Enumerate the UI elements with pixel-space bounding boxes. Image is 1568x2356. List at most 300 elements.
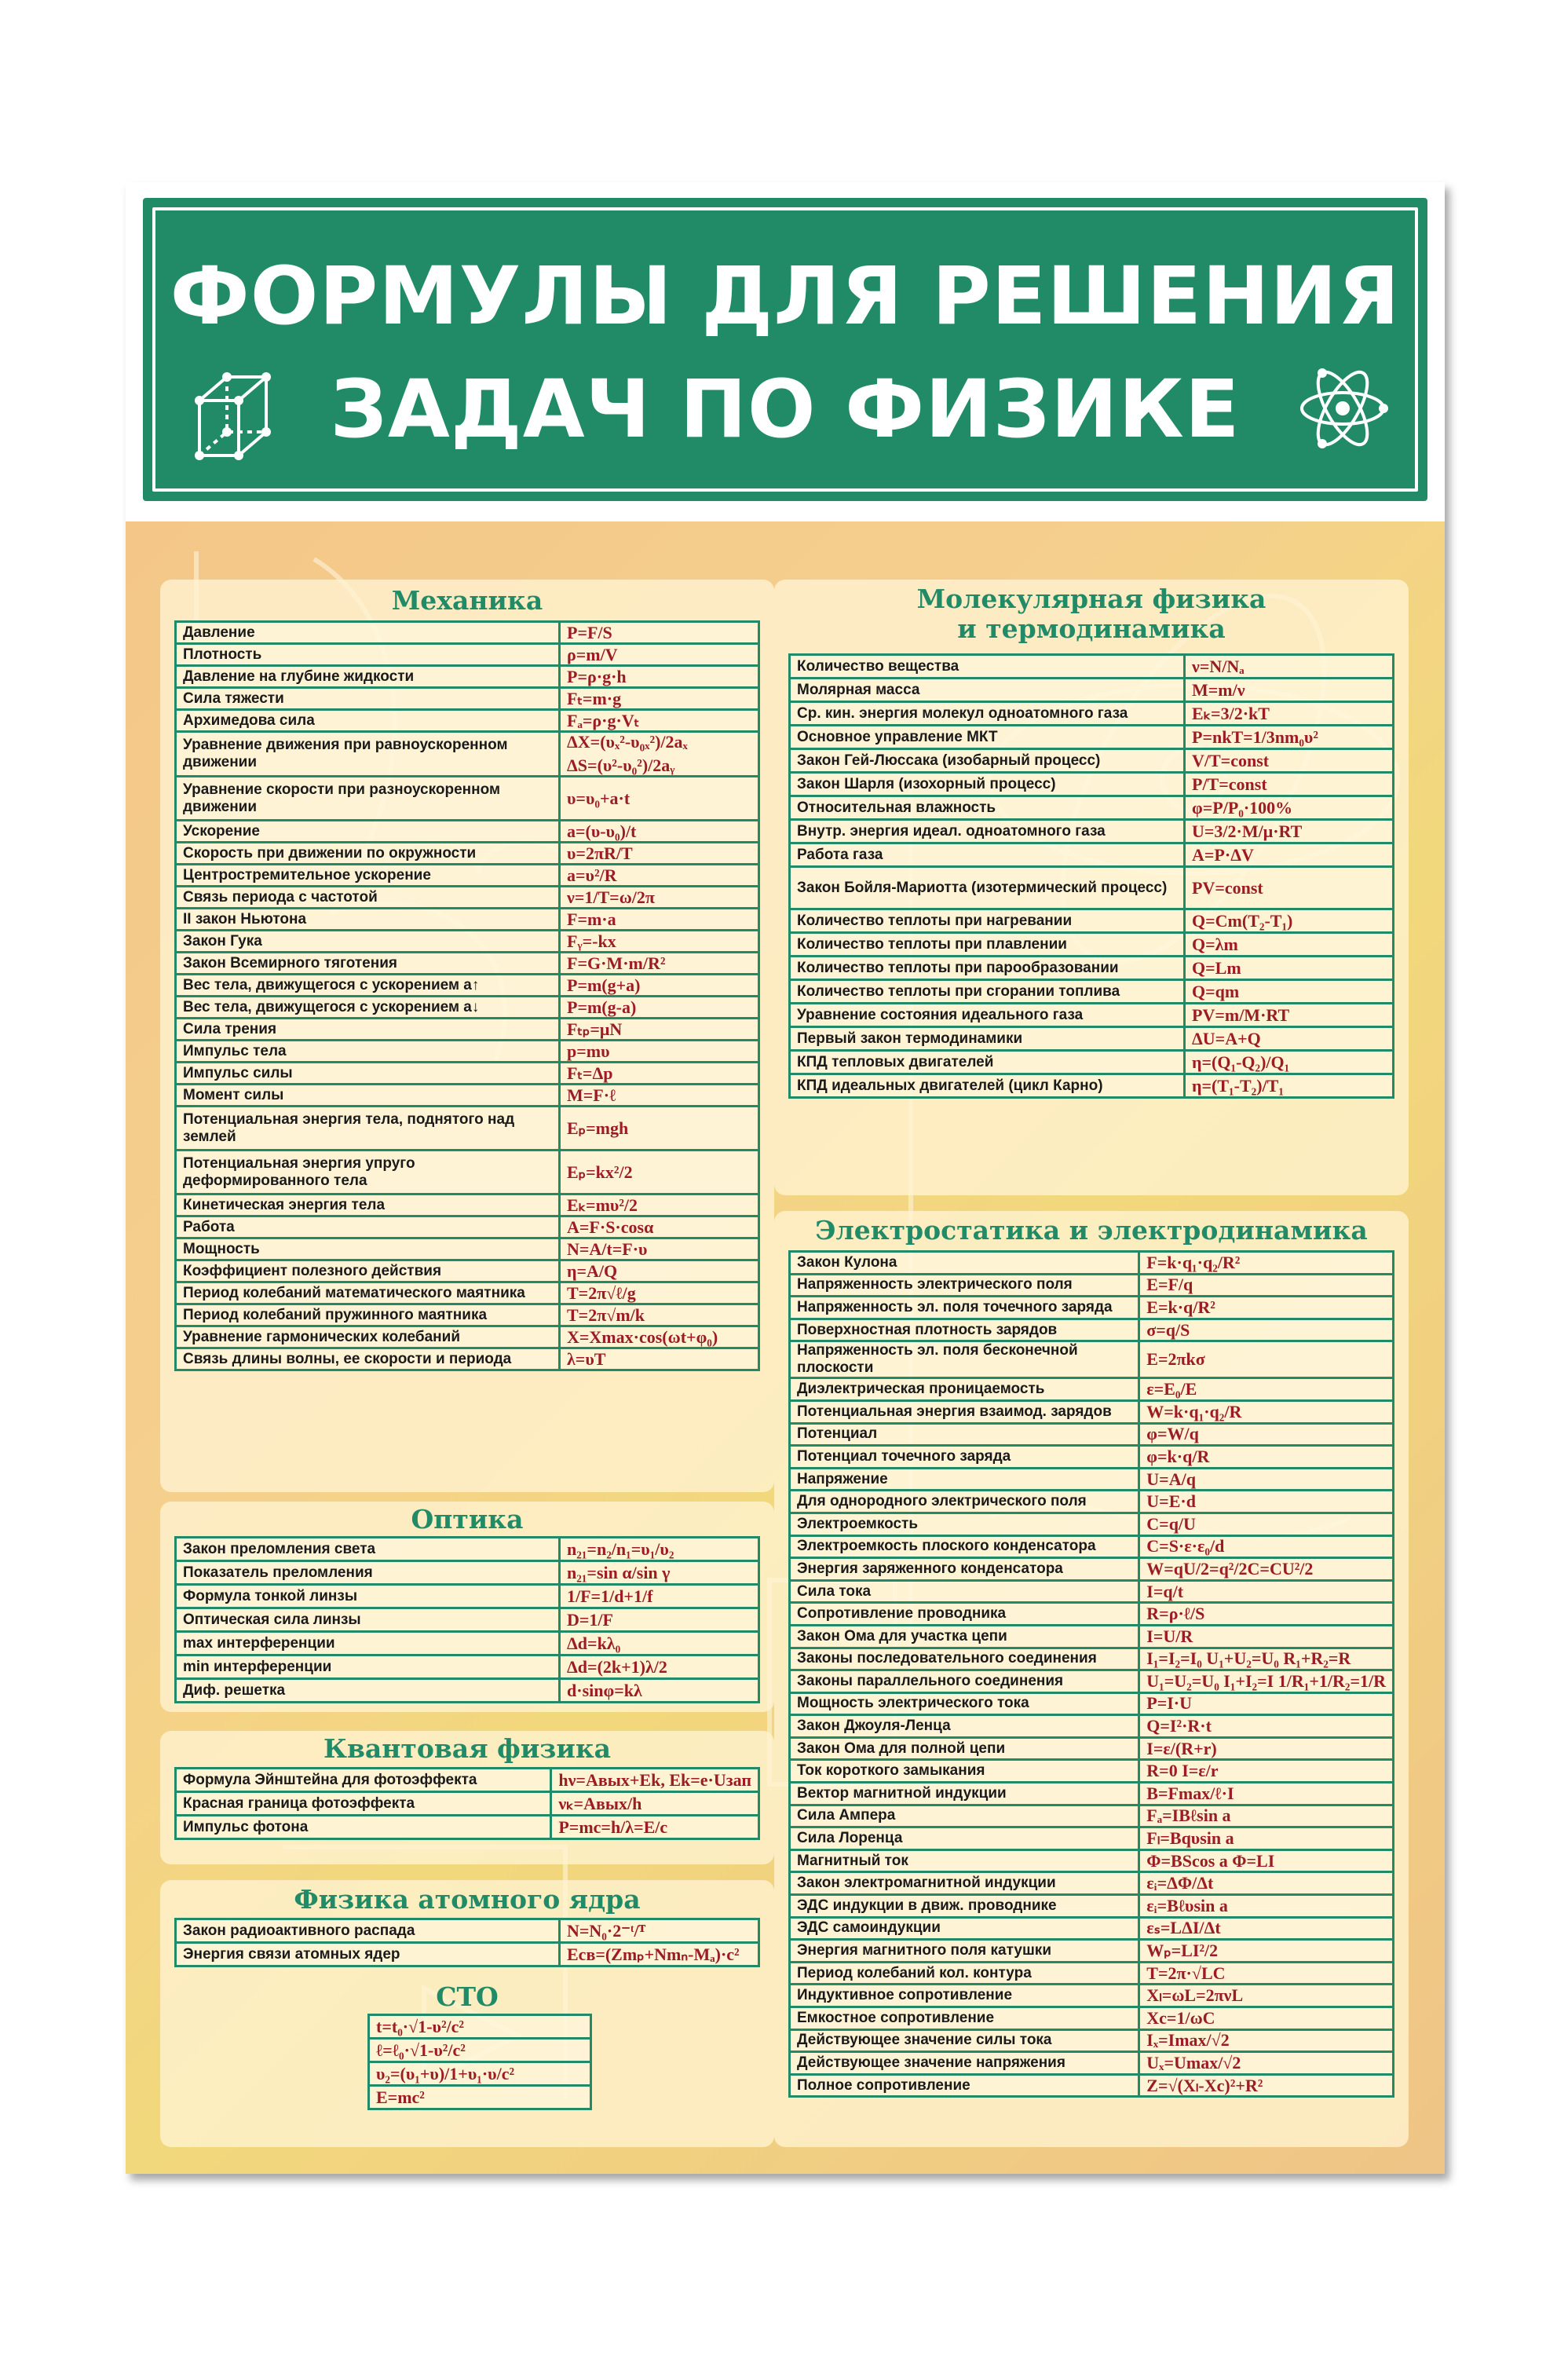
- quantity-name: Для однородного электрического поля: [790, 1491, 1139, 1513]
- title-line-1: ФОРМУЛЫ ДЛЯ РЕШЕНИЯ: [170, 250, 1401, 343]
- formula: Fₗ=Bqυsin a: [1139, 1827, 1394, 1850]
- formula: n₂₁=n₂/n₁=υ₁/υ₂: [560, 1538, 759, 1561]
- mechanics-panel: [160, 580, 774, 1492]
- formula: P=mc=h/λ=E/c: [551, 1816, 759, 1839]
- quantity-name: Электроемкость: [790, 1513, 1139, 1535]
- formula: M=m/ν: [1185, 679, 1394, 702]
- quantity-name: Уравнение скорости при разноускоренном движении: [176, 777, 560, 821]
- formula: W=qU/2=q²/2C=CU²/2: [1139, 1558, 1394, 1581]
- formula: Fₐ=ρ·g·Vₜ: [560, 710, 759, 732]
- table-row: [176, 1585, 759, 1608]
- formula: υ=υ₀+a·t: [560, 777, 759, 821]
- quantity-name: Вектор магнитной индукции: [790, 1783, 1139, 1805]
- formula: F=m·a: [560, 909, 759, 931]
- formula: N=N₀·2⁻ᵗ/ᵀ: [560, 1919, 759, 1943]
- quantity-name: Напряженность эл. поля точечного заряда: [790, 1297, 1139, 1319]
- table-row: [790, 1692, 1394, 1715]
- nuclear-title: Физика атомного ядра: [294, 1884, 641, 1915]
- formula: Eₖ=mυ²/2: [560, 1194, 759, 1216]
- table-row: [176, 1107, 759, 1151]
- quantity-name: max интерференции: [176, 1632, 560, 1655]
- formula: Eₚ=kx²/2: [560, 1151, 759, 1194]
- formula: σ=q/S: [1139, 1319, 1394, 1341]
- quantity-name: Потенциальная энергия упруго деформированного тела: [176, 1151, 560, 1194]
- table-row: [176, 710, 759, 732]
- quantity-name: Энергия связи атомных ядер: [176, 1943, 560, 1966]
- table-row: [790, 1004, 1394, 1027]
- table-row: [176, 777, 759, 821]
- quantity-name: min интерференции: [176, 1655, 560, 1679]
- table-row: [790, 1297, 1394, 1319]
- table-row: [790, 1849, 1394, 1872]
- quantity-name: Потенциал: [790, 1423, 1139, 1446]
- molecular-table: [788, 653, 1394, 1099]
- table-row: [176, 997, 759, 1019]
- formula: ℓ=ℓ₀·√1-υ²/c²: [369, 2039, 591, 2062]
- quantity-name: II закон Ньютона: [176, 909, 560, 931]
- quantity-name: Ускорение: [176, 821, 560, 843]
- table-row: [176, 821, 759, 843]
- formula: I₁=I₂=I₀ U₁+U₂=U₀ R₁+R₂=R: [1139, 1648, 1394, 1670]
- quantity-name: Мощность электрического тока: [790, 1692, 1139, 1715]
- table-row: [790, 1603, 1394, 1626]
- poster: [126, 182, 1445, 2174]
- formula: B=Fmax/ℓ·I: [1139, 1783, 1394, 1805]
- table-row: [790, 1446, 1394, 1469]
- quantity-name: Сила тока: [790, 1580, 1139, 1603]
- table-row: [176, 1326, 759, 1348]
- formula: U₁=U₂=U₀ I₁+I₂=I 1/R₁+1/R₂=1/R: [1139, 1670, 1394, 1693]
- formula: I=U/R: [1139, 1625, 1394, 1648]
- quantity-name: Количество теплоты при парообразовании: [790, 957, 1185, 980]
- formula: Fₜ=m·g: [560, 688, 759, 710]
- formula: d·sinφ=kλ: [560, 1679, 759, 1703]
- formula: Fₜₚ=μN: [560, 1019, 759, 1041]
- quantity-name: Электроемкость плоского конденсатора: [790, 1535, 1139, 1558]
- table-row: [790, 1341, 1394, 1378]
- table-row: [790, 2074, 1394, 2097]
- formula: Uₓ=Umax/√2: [1139, 2052, 1394, 2075]
- formula: φ=W/q: [1139, 1423, 1394, 1446]
- optics-title: Оптика: [411, 1504, 524, 1535]
- table-row: [176, 1282, 759, 1304]
- formula: ΔS=(υ²-υ₀²)/2aᵧ: [567, 755, 675, 775]
- table-row: [790, 796, 1394, 820]
- quantity-name: Первый закон термодинамики: [790, 1027, 1185, 1051]
- formula: ρ=m/V: [560, 644, 759, 666]
- table-row: [790, 1917, 1394, 1940]
- quantity-name: Закон Ома для участка цепи: [790, 1625, 1139, 1648]
- table-row: [790, 1827, 1394, 1850]
- formula: Q=I²·R·t: [1139, 1715, 1394, 1738]
- quantity-name: Сила трения: [176, 1019, 560, 1041]
- quantity-name: Ср. кин. энергия молекул одноатомного газа: [790, 702, 1185, 726]
- formula: T=2π·√LC: [1139, 1962, 1394, 1985]
- quantity-name: Диф. решетка: [176, 1679, 560, 1703]
- formula: Q=qm: [1185, 980, 1394, 1004]
- quantity-name: Красная граница фотоэффекта: [176, 1792, 551, 1816]
- quantity-name: Давление на глубине жидкости: [176, 666, 560, 688]
- table-row: [176, 1792, 759, 1816]
- quantity-name: Закон Кулона: [790, 1252, 1139, 1275]
- quantity-name: Законы последовательного соединения: [790, 1648, 1139, 1670]
- table-row: [790, 1760, 1394, 1783]
- formula: P=I·U: [1139, 1692, 1394, 1715]
- table-row: [176, 1238, 759, 1260]
- quantity-name: Работа газа: [790, 843, 1185, 867]
- quantity-name: ЭДС индукции в движ. проводнике: [790, 1895, 1139, 1918]
- quantity-name: Импульс тела: [176, 1041, 560, 1063]
- formula: F=G·M·m/R²: [560, 953, 759, 975]
- table-row: [790, 1940, 1394, 1963]
- formula: νₖ=Aвых/h: [551, 1792, 759, 1816]
- table-row: [790, 679, 1394, 702]
- quantity-name: Внутр. энергия идеал. одноатомного газа: [790, 820, 1185, 843]
- quantity-name: Уравнение состояния идеального газа: [790, 1004, 1185, 1027]
- formula: ΔX=(υₓ²-υ₀ₓ²)/2aₓ: [567, 732, 688, 752]
- quantity-name: КПД тепловых двигателей: [790, 1051, 1185, 1074]
- quantity-name: Законы параллельного соединения: [790, 1670, 1139, 1693]
- relativity-table: [367, 2014, 592, 2110]
- table-row: [790, 909, 1394, 933]
- formula: M=F·ℓ: [560, 1085, 759, 1107]
- table-row: [790, 843, 1394, 867]
- table-row: [790, 1468, 1394, 1491]
- formula: U=A/q: [1139, 1468, 1394, 1491]
- formula: Xc=1/ωC: [1139, 2007, 1394, 2030]
- formula: Φ=BScos a Φ=LI: [1139, 1849, 1394, 1872]
- formula: P/T=const: [1185, 773, 1394, 796]
- title-line-2: ЗАДАЧ ПО ФИЗИКЕ: [330, 363, 1241, 456]
- cube-icon: [192, 369, 278, 463]
- table-row: [790, 1872, 1394, 1895]
- formula: PV=m/M·RT: [1185, 1004, 1394, 1027]
- quantity-name: Энергия магнитного поля катушки: [790, 1940, 1139, 1963]
- mechanics-title: Механика: [391, 585, 543, 616]
- formula: Fₜ=Δp: [560, 1063, 759, 1085]
- table-row: [790, 726, 1394, 749]
- table-row: [176, 666, 759, 688]
- formula: E=k·q/R²: [1139, 1297, 1394, 1319]
- mechanics-table: [174, 620, 760, 1371]
- formula: Fₐ=IBℓsin a: [1139, 1805, 1394, 1827]
- table-row: [790, 1274, 1394, 1297]
- quantity-name: Количество вещества: [790, 655, 1185, 679]
- table-row: [790, 1648, 1394, 1670]
- table-row: [176, 843, 759, 865]
- formula: R=0 I=ε/r: [1139, 1760, 1394, 1783]
- quantity-name: Уравнение гармонических колебаний: [176, 1326, 560, 1348]
- table-row: [790, 1715, 1394, 1738]
- electro-panel: [774, 1211, 1409, 2147]
- formula: W=k·q₁·q₂/R: [1139, 1400, 1394, 1423]
- table-row: [176, 887, 759, 909]
- table-row: [176, 732, 759, 777]
- formula: F=k·q₁·q₂/R²: [1139, 1252, 1394, 1275]
- optics-table: [174, 1536, 760, 1703]
- quantity-name: Поверхностная плотность зарядов: [790, 1319, 1139, 1341]
- quantity-name: Ток короткого замыкания: [790, 1760, 1139, 1783]
- header: [126, 182, 1445, 521]
- formula: ν=1/T=ω/2π: [560, 887, 759, 909]
- electro-title: Электростатика и электродинамика: [815, 1215, 1368, 1246]
- formula: T=2π√m/k: [560, 1304, 759, 1326]
- table-row: [176, 1063, 759, 1085]
- table-row: [176, 953, 759, 975]
- formula: U=3/2·M/μ·RT: [1185, 820, 1394, 843]
- quantity-name: Сила Ампера: [790, 1805, 1139, 1827]
- formula: n₂₁=sin α/sin γ: [560, 1561, 759, 1585]
- table-row: [790, 1513, 1394, 1535]
- formula: Q=Cm(T₂-T₁): [1185, 909, 1394, 933]
- formula: 1/F=1/d+1/f: [560, 1585, 759, 1608]
- table-row: [790, 655, 1394, 679]
- table-row: [176, 1260, 759, 1282]
- table-row: [176, 975, 759, 997]
- formula: ΔU=A+Q: [1185, 1027, 1394, 1051]
- quantum-table: [174, 1767, 760, 1840]
- quantity-name: Архимедова сила: [176, 710, 560, 732]
- table-row: [176, 865, 759, 887]
- formula: E=F/q: [1139, 1274, 1394, 1297]
- quantity-name: Давление: [176, 622, 560, 644]
- quantity-name: Закон Джоуля-Ленца: [790, 1715, 1139, 1738]
- table-row: [790, 1737, 1394, 1760]
- table-row: [790, 1962, 1394, 1985]
- quantity-name: Закон Гей-Люссака (изобарный процесс): [790, 749, 1185, 773]
- quantity-name: Действующее значение напряжения: [790, 2052, 1139, 2075]
- nuclear-panel: [160, 1880, 774, 2147]
- formula: X=Xmax·cos(ωt+φ₀): [560, 1326, 759, 1348]
- table-row: [176, 1943, 759, 1966]
- quantity-name: Основное управление МКТ: [790, 726, 1185, 749]
- formula: Fᵧ=-kx: [560, 931, 759, 953]
- table-row: [790, 1074, 1394, 1098]
- quantity-name: Индуктивное сопротивление: [790, 1985, 1139, 2007]
- table-row: [790, 1491, 1394, 1513]
- formula: υ=2πR/T: [560, 843, 759, 865]
- quantity-name: Скорость при движении по окружности: [176, 843, 560, 865]
- quantity-name: Период колебаний пружинного маятника: [176, 1304, 560, 1326]
- table-row: [790, 702, 1394, 726]
- table-row: [176, 931, 759, 953]
- quantity-name: Показатель преломления: [176, 1561, 560, 1585]
- molecular-panel: [774, 580, 1409, 1195]
- title-banner: [143, 198, 1427, 501]
- quantity-name: Плотность: [176, 644, 560, 666]
- quantity-name: Магнитный ток: [790, 1849, 1139, 1872]
- table-row: [176, 1538, 759, 1561]
- formula: Δd=(2k+1)λ/2: [560, 1655, 759, 1679]
- formula: R=ρ·ℓ/S: [1139, 1603, 1394, 1626]
- quantum-panel: [160, 1731, 774, 1864]
- quantity-name: Закон Бойля-Мариотта (изотермический процесс): [790, 867, 1185, 909]
- table-row: [790, 2029, 1394, 2052]
- formula: a=(υ-υ₀)/t: [560, 821, 759, 843]
- table-row: [176, 909, 759, 931]
- table-row: [790, 1319, 1394, 1341]
- quantity-name: Количество теплоты при нагревании: [790, 909, 1185, 933]
- formula: I=ε/(R+r): [1139, 1737, 1394, 1760]
- quantity-name: Импульс силы: [176, 1063, 560, 1085]
- quantity-name: КПД идеальных двигателей (цикл Карно): [790, 1074, 1185, 1098]
- formula: υ₂=(υ₁+υ)/1+υ₁·υ/c²: [369, 2062, 591, 2086]
- quantity-name: Напряжение: [790, 1468, 1139, 1491]
- quantity-name: Вес тела, движущегося с ускорением а↑: [176, 975, 560, 997]
- table-row: [176, 1769, 759, 1792]
- formula: Δd=kλ₀: [560, 1632, 759, 1655]
- table-row: [176, 1816, 759, 1839]
- table-row: [369, 2062, 591, 2086]
- quantity-name: Момент силы: [176, 1085, 560, 1107]
- formula: C=q/U: [1139, 1513, 1394, 1535]
- table-row: [790, 1423, 1394, 1446]
- quantity-name: Закон электромагнитной индукции: [790, 1872, 1139, 1895]
- formula: η=(Q₁-Q₂)/Q₁: [1185, 1051, 1394, 1074]
- formula: a=υ²/R: [560, 865, 759, 887]
- table-row: [790, 980, 1394, 1004]
- quantity-name: Закон радиоактивного распада: [176, 1919, 560, 1943]
- quantity-name: Сопротивление проводника: [790, 1603, 1139, 1626]
- table-row: [176, 644, 759, 666]
- formula: Xₗ=ωL=2πνL: [1139, 1985, 1394, 2007]
- table-row: [790, 2007, 1394, 2030]
- table-row: [790, 1027, 1394, 1051]
- quantity-name: Период колебаний кол. контура: [790, 1962, 1139, 1985]
- table-row: [176, 1216, 759, 1238]
- formula: εᵢ=Bℓυsin a: [1139, 1895, 1394, 1918]
- table-row: [176, 1194, 759, 1216]
- table-row: [176, 1085, 759, 1107]
- formula: E=2πkσ: [1139, 1341, 1394, 1378]
- quantity-name: Формула Эйнштейна для фотоэффекта: [176, 1769, 551, 1792]
- table-row: [790, 1783, 1394, 1805]
- quantity-name: Уравнение движения при равноускоренном движении: [176, 732, 560, 777]
- quantity-name: Напряженность эл. поля бесконечной плоскости: [790, 1341, 1139, 1378]
- formula: εᵢ=ΔΦ/Δt: [1139, 1872, 1394, 1895]
- formula: C=S·ε·ε₀/d: [1139, 1535, 1394, 1558]
- table-row: [790, 1580, 1394, 1603]
- formula: A=P·ΔV: [1185, 843, 1394, 867]
- quantity-name: Коэффициент полезного действия: [176, 1260, 560, 1282]
- formula: V/T=const: [1185, 749, 1394, 773]
- formula: Iₓ=Imax/√2: [1139, 2029, 1394, 2052]
- quantity-name: Полное сопротивление: [790, 2074, 1139, 2097]
- quantity-name: Закон Всемирного тяготения: [176, 953, 560, 975]
- quantity-name: Потенциальная энергия взаимод. зарядов: [790, 1400, 1139, 1423]
- quantity-name: Закон Гука: [176, 931, 560, 953]
- table-row: [176, 1561, 759, 1585]
- formula: t=t₀·√1-υ²/c²: [369, 2015, 591, 2039]
- quantity-name: Молярная масса: [790, 679, 1185, 702]
- formula: Q=λm: [1185, 933, 1394, 957]
- quantity-name: Сила тяжести: [176, 688, 560, 710]
- formula: Eсв=(Zmₚ+Nmₙ-Mₐ)·c²: [560, 1943, 759, 1966]
- table-row: [790, 2052, 1394, 2075]
- table-row: [176, 1151, 759, 1194]
- table-row: [790, 957, 1394, 980]
- quantity-name: Напряженность электрического поля: [790, 1274, 1139, 1297]
- formula: Eₖ=3/2·kT: [1185, 702, 1394, 726]
- quantity-name: Кинетическая энергия тела: [176, 1194, 560, 1216]
- quantity-name: Центростремительное ускорение: [176, 865, 560, 887]
- quantity-name: Формула тонкой линзы: [176, 1585, 560, 1608]
- formula: Q=Lm: [1185, 957, 1394, 980]
- table-row: [176, 1019, 759, 1041]
- quantity-name: Диэлектрическая проницаемость: [790, 1378, 1139, 1401]
- table-row: [790, 820, 1394, 843]
- table-row: [176, 1348, 759, 1370]
- molecular-title-line-2: и термодинамика: [957, 613, 1226, 644]
- molecular-title-line-1: Молекулярная физика: [916, 584, 1266, 614]
- formula: hν=Aвых+Ek, Ek=e·Uзап: [551, 1769, 759, 1792]
- quantity-name: Энергия заряженного конденсатора: [790, 1558, 1139, 1581]
- table-row: [790, 1378, 1394, 1401]
- quantity-name: Вес тела, движущегося с ускорением а↓: [176, 997, 560, 1019]
- quantity-name: Мощность: [176, 1238, 560, 1260]
- quantity-name: Связь длины волны, ее скорости и периода: [176, 1348, 560, 1370]
- quantity-name: Закон Ома для полной цепи: [790, 1737, 1139, 1760]
- quantity-name: Количество теплоты при сгорании топлива: [790, 980, 1185, 1004]
- atom-icon: [1296, 361, 1390, 455]
- table-row: [369, 2039, 591, 2062]
- optics-panel: [160, 1502, 774, 1712]
- nuclear-table: [174, 1918, 760, 1967]
- formula: p=mυ: [560, 1041, 759, 1063]
- table-row: [790, 1625, 1394, 1648]
- formula: η=A/Q: [560, 1260, 759, 1282]
- quantity-name: Работа: [176, 1216, 560, 1238]
- table-row: [176, 1041, 759, 1063]
- quantity-name: Емкостное сопротивление: [790, 2007, 1139, 2030]
- formula: Eₚ=mgh: [560, 1107, 759, 1151]
- table-row: [369, 2015, 591, 2039]
- table-row: [790, 933, 1394, 957]
- formula: P=m(g-a): [560, 997, 759, 1019]
- formula: N=A/t=F·υ: [560, 1238, 759, 1260]
- quantity-name: Закон Шарля (изохорный процесс): [790, 773, 1185, 796]
- quantity-name: Сила Лоренца: [790, 1827, 1139, 1850]
- formula: P=F/S: [560, 622, 759, 644]
- table-row: [790, 867, 1394, 909]
- table-row: [790, 1985, 1394, 2007]
- formula: U=E·d: [1139, 1491, 1394, 1513]
- formula: εₛ=LΔI/Δt: [1139, 1917, 1394, 1940]
- quantity-name: Потенциальная энергия тела, поднятого над землей: [176, 1107, 560, 1151]
- quantum-title: Квантовая физика: [323, 1733, 612, 1764]
- table-row: [790, 1805, 1394, 1827]
- quantity-name: Период колебаний математического маятника: [176, 1282, 560, 1304]
- quantity-name: Относительная влажность: [790, 796, 1185, 820]
- quantity-name: Действующее значение силы тока: [790, 2029, 1139, 2052]
- table-row: [176, 1632, 759, 1655]
- formula: T=2π√ℓ/g: [560, 1282, 759, 1304]
- table-row: [790, 1252, 1394, 1275]
- table-row: [790, 1535, 1394, 1558]
- formula: P=m(g+a): [560, 975, 759, 997]
- table-row: [176, 1304, 759, 1326]
- formula: η=(T₁-T₂)/T₁: [1185, 1074, 1394, 1098]
- formula: λ=υT: [560, 1348, 759, 1370]
- quantity-name: Импульс фотона: [176, 1816, 551, 1839]
- table-row: [790, 1051, 1394, 1074]
- formula: ν=N/Nₐ: [1185, 655, 1394, 679]
- table-row: [176, 1655, 759, 1679]
- relativity-title: СТО: [436, 1981, 499, 2012]
- table-row: [790, 749, 1394, 773]
- table-row: [790, 1670, 1394, 1693]
- formula: φ=P/P₀·100%: [1185, 796, 1394, 820]
